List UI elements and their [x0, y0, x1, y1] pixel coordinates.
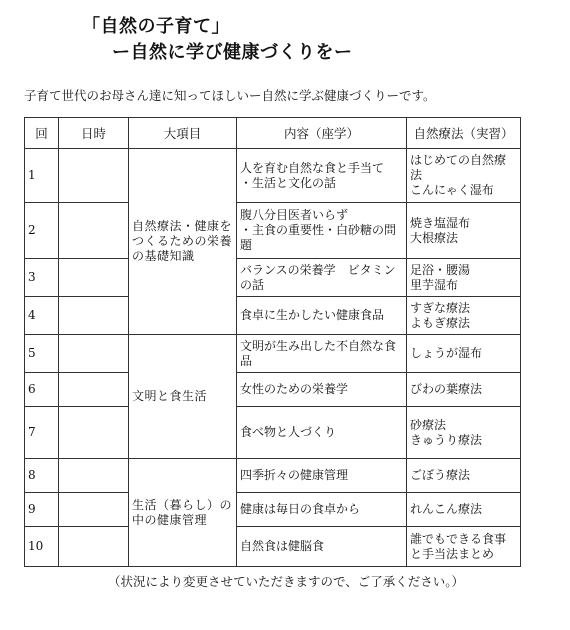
row-date [59, 203, 129, 259]
column-header-content: 内容（座学） [237, 118, 407, 149]
row-number: 1 [25, 149, 59, 203]
row-number: 5 [25, 335, 59, 373]
table-row [25, 149, 521, 203]
table-row [25, 203, 521, 259]
row-content: 健康は毎日の食卓から [237, 493, 407, 527]
column-header-date: 日時 [59, 118, 129, 149]
category-cell: 自然療法・健康をつくるための栄養の基礎知識 [129, 149, 237, 335]
row-date [59, 493, 129, 527]
row-practice: しょうが湿布 [407, 335, 521, 373]
row-date [59, 335, 129, 373]
column-header-category: 大項目 [129, 118, 237, 149]
row-practice: 焼き塩湿布 大根療法 [407, 203, 521, 259]
row-number: 7 [25, 407, 59, 459]
table-row [25, 407, 521, 459]
table-header-row [25, 118, 521, 149]
column-header-practice: 自然療法（実習） [407, 118, 521, 149]
table-row [25, 297, 521, 335]
row-practice: すぎな療法 よもぎ療法 [407, 297, 521, 335]
row-number: 6 [25, 373, 59, 407]
row-number: 4 [25, 297, 59, 335]
row-practice: れんこん療法 [407, 493, 521, 527]
row-number: 8 [25, 459, 59, 493]
row-content: 食べ物と人づくり [237, 407, 407, 459]
row-practice: びわの葉療法 [407, 373, 521, 407]
row-content: 食卓に生かしたい健康食品 [237, 297, 407, 335]
row-content: 人を育む自然な食と手当て ・生活と文化の話 [237, 149, 407, 203]
row-date [59, 459, 129, 493]
row-number: 9 [25, 493, 59, 527]
table-row [25, 373, 521, 407]
row-practice: 誰でもできる食事と手当法まとめ [407, 527, 521, 567]
row-practice: 足浴・腰湯 里芋湿布 [407, 259, 521, 297]
footer-note: （状況により変更させていただきますので、ご了承ください。） [108, 574, 465, 589]
schedule-table [24, 117, 521, 567]
row-date [59, 297, 129, 335]
row-content: 四季折々の健康管理 [237, 459, 407, 493]
row-practice: はじめての自然療法 こんにゃく湿布 [407, 149, 521, 203]
row-date [59, 527, 129, 567]
category-cell: 生活（暮らし）の中の健康管理 [129, 459, 237, 567]
row-number: 3 [25, 259, 59, 297]
row-date [59, 407, 129, 459]
row-content: 女性のための栄養学 [237, 373, 407, 407]
row-content: 自然食は健脳食 [237, 527, 407, 567]
row-content: 腹八分目医者いらず ・主食の重要性・白砂糖の問題 [237, 203, 407, 259]
row-number: 10 [25, 527, 59, 567]
row-number: 2 [25, 203, 59, 259]
row-content: バランスの栄養学 ビタミンの話 [237, 259, 407, 297]
intro-text: 子育て世代のお母さん達に知ってほしいー自然に学ぶ健康づくりーです。 [24, 88, 436, 103]
category-cell: 文明と食生活 [129, 335, 237, 459]
table-row [25, 259, 521, 297]
document-subtitle: ー自然に学び健康づくりをー [112, 42, 353, 63]
row-date [59, 259, 129, 297]
table-row [25, 493, 521, 527]
row-practice: 砂療法 きゅうり療法 [407, 407, 521, 459]
row-content: 文明が生み出した不自然な食品 [237, 335, 407, 373]
column-header-number: 回 [25, 118, 59, 149]
table-row [25, 527, 521, 567]
row-practice: ごぼう療法 [407, 459, 521, 493]
row-date [59, 373, 129, 407]
row-date [59, 149, 129, 203]
table-row [25, 335, 521, 373]
document-title: 「自然の子育て」 [82, 16, 230, 37]
table-row [25, 459, 521, 493]
